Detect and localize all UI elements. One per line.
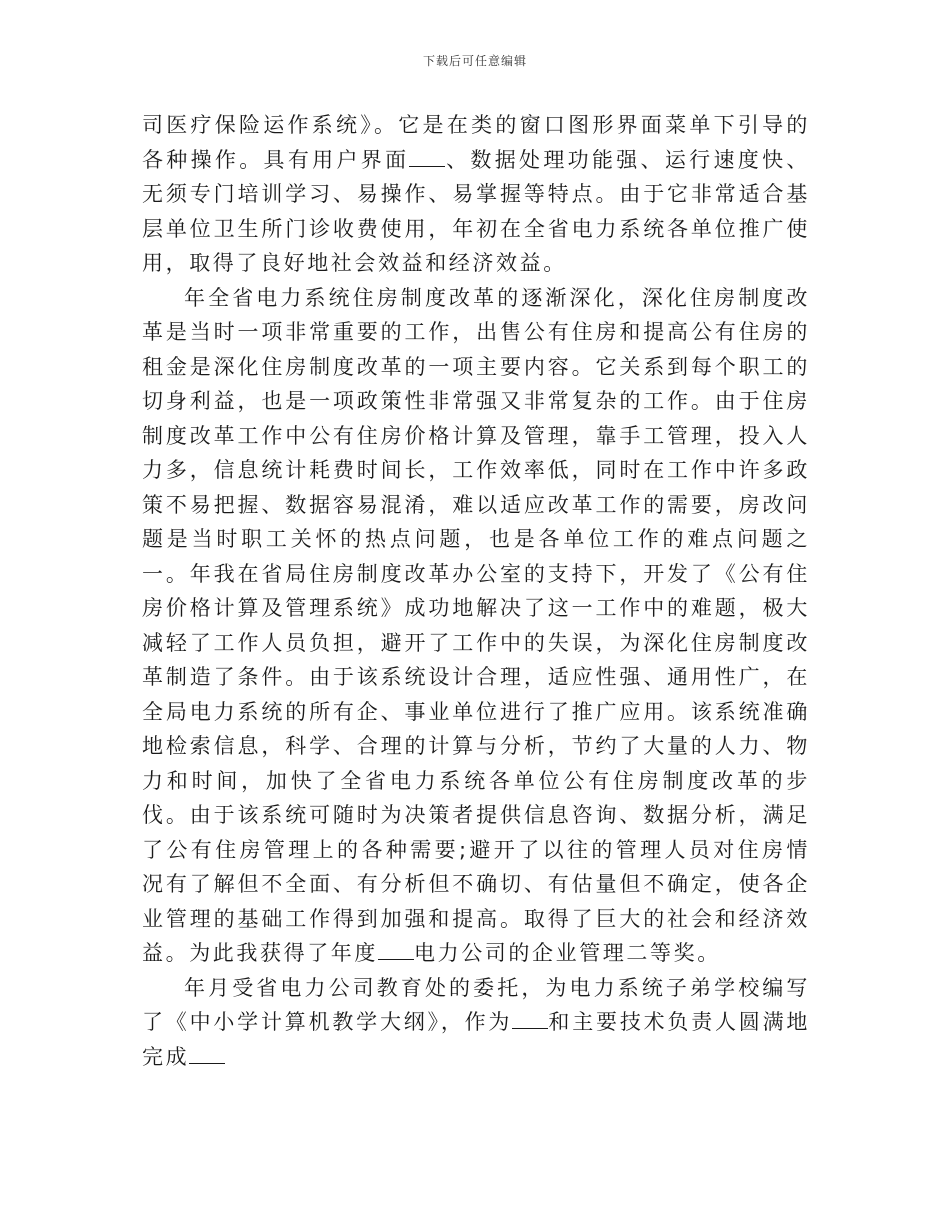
paragraph-2 [142,281,810,971]
fill-blank [189,1045,225,1064]
document-body [142,108,810,1074]
paragraph-2-text-b: 电力公司的企业管理二等奖。 [414,941,721,965]
paragraph-2-text-a: 年全省电力系统住房制度改革的逐渐深化，深化住房制度改革是当时一项非常重要的工作，出售公有住房和提高公有住房的租金是深化住房制度改革的一项主要内容。它关系到每个职工的切身利益，也是一项政策性非常强又非常复杂的工作。由于住房制度改革工作中公有住房价格计算及管理，靠手工管理，投入人力多，信息统计耗费时间长，工作效率低，同时在工作中许多政策不易把握、数据容易混淆，难以适应改革工作的需要，房改问题是当时职工关怀的热点问题，也是各单位工作的难点问题之一。年我在省局住房制度改革办公室的支持下，开发了《公有住房价格计算及管理系统》成功地解决了这一工作中的难题，极大减轻了工作人员负担，避开了工作中的失误，为深化住房制度改革制造了条件。由于该系统设计合理，适应性强、通用性广，在全局电力系统的所有企、事业单位进行了推广应用。该系统准确地检索信息，科学、合理的计算与分析，节约了大量的人力、物力和时间，加快了全省电力系统各单位公有住房制度改革的步伐。由于该系统可随时为决策者提供信息咨询、数据分析，满足了公有住房管理上的各种需要;避开了以往的管理人员对住房情况有了解但不全面、有分析但不确切、有估量但不确定，使各企业管理的基础工作得到加强和提高。取得了巨大的社会和经济效益。为此我获得了年度 [142,285,810,965]
paragraph-1-text-b: 、数据处理功能强、运行速度快、无须专门培训学习、易操作、易掌握等特点。由于它非常适合基层单位卫生所门诊收费使用，年初在全省电力系统各单位推广使用，取得了良好地社会效益和经济效益。 [142,147,810,275]
paragraph-3 [142,971,810,1075]
fill-blank [378,941,414,960]
fill-blank [409,148,445,167]
fill-blank [512,1010,548,1029]
paragraph-1-text-a: 司医疗保险运作系统》。它是在类的窗口图形界面菜单下引导的各种操作。具有用户界面 [142,113,810,172]
paragraph-3-text-b: 和主要技术负责人圆满地完成 [142,1010,810,1069]
paragraph-3-text-a: 年月受省电力公司教育处的委托，为电力系统子弟学校编写了《中小学计算机教学大纲》，作为 [142,975,810,1034]
page-header: 下载后可任意编辑 [422,54,527,68]
paragraph-1 [142,108,810,281]
